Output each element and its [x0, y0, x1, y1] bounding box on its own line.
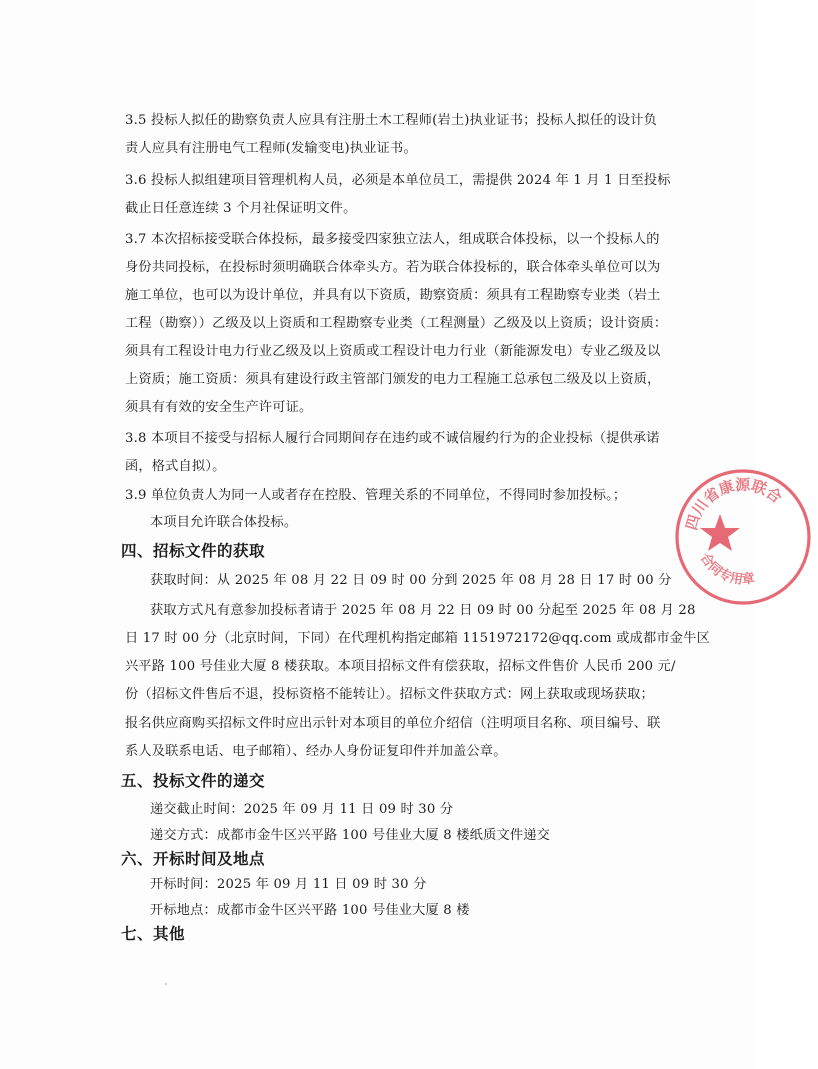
- text-line: 3.6 投标人拟组建项目管理机构人员，必须是本单位员工，需提供 2024 年 1 月 1 日至投标: [125, 173, 671, 188]
- seal-icon: [668, 462, 818, 612]
- text-line: 本项目允许联合体投标。: [150, 515, 298, 530]
- official-seal-stamp: [668, 462, 818, 612]
- scan-speck: [165, 983, 167, 985]
- text-line: 3.7 本次招标接受联合体投标，最多接受四家独立法人，组成联合体投标，以一个投标人的: [125, 232, 660, 247]
- section-heading: 五、投标文件的递交: [121, 772, 266, 790]
- seal-text-bottom: 合同专用章: [696, 550, 756, 588]
- text-line: 系人及联系电话、电子邮箱）、经办人身份证复印件并加盖公章。: [125, 744, 507, 759]
- section-heading: 四、招标文件的获取: [121, 542, 266, 560]
- text-line: 上资质；施工资质：须具有建设行政主管部门颁发的电力工程施工总承包二级及以上资质，: [125, 372, 661, 387]
- text-line: 3.8 本项目不接受与招标人履行合同期间存在违约或不诚信履约行为的企业投标（提供承诺: [125, 431, 660, 446]
- text-line: 工程（勘察））乙级及以上资质和工程勘察专业类（工程测量）乙级及以上资质；设计资质：: [125, 316, 668, 331]
- text-line: 报名供应商购买招标文件时应出示针对本项目的单位介绍信（注明项目名称、项目编号、联: [125, 716, 661, 731]
- section-heading: 六、开标时间及地点: [121, 850, 266, 868]
- text-line: 截止日任意连续 3 个月社保证明文件。: [125, 201, 357, 216]
- text-line: 3.9 单位负责人为同一人或者存在控股、管理关系的不同单位，不得同时参加投标。；: [125, 488, 627, 503]
- text-line: 兴平路 100 号佳业大厦 8 楼获取。本项目招标文件有偿获取，招标文件售价 人民币 200 元/: [125, 659, 676, 674]
- text-line: 施工单位，也可以为设计单位，并具有以下资质，勘察资质：须具有工程勘察专业类（岩土: [125, 288, 661, 303]
- text-line: 开标时间：2025 年 09 月 11 日 09 时 30 分: [150, 877, 427, 892]
- text-line: 身份共同投标，在投标时须明确联合体牵头方。若为联合体投标的，联合体牵头单位可以为: [125, 260, 661, 275]
- text-line: 递交方式：成都市金牛区兴平路 100 号佳业大厦 8 楼纸质文件递交: [150, 828, 551, 843]
- text-line: 3.5 投标人拟任的勘察负责人应具有注册土木工程师(岩土)执业证书；投标人拟任的设计负: [125, 113, 657, 128]
- text-line: 开标地点：成都市金牛区兴平路 100 号佳业大厦 8 楼: [150, 903, 470, 918]
- svg-text:四川省康源联合: [682, 476, 785, 532]
- text-line: 份（招标文件售后不退，投标资格不能转让）。招标文件获取方式：网上获取或现场获取；: [125, 687, 654, 702]
- seal-text-top: 四川省康源联合: [682, 475, 786, 533]
- text-line: 递交截止时间：2025 年 09 月 11 日 09 时 30 分: [150, 802, 454, 817]
- section-heading: 七、其他: [121, 925, 186, 943]
- text-line: 须具有有效的安全生产许可证。: [125, 400, 313, 415]
- text-line: 须具有工程设计电力行业乙级及以上资质或工程设计电力行业（新能源发电）专业乙级及以: [125, 344, 661, 359]
- text-line: 责人应具有注册电气工程师(发输变电)执业证书。: [125, 141, 417, 156]
- text-line: 获取时间：从 2025 年 08 月 22 日 09 时 00 分到 2025 年 08 月 28 日 17 时 00 分: [150, 573, 672, 588]
- text-line: 日 17 时 00 分（北京时间，下同）在代理机构指定邮箱 1151972172@qq.com 或成都市金牛区: [125, 631, 710, 646]
- text-line: 获取方式凡有意参加投标者请于 2025 年 08 月 22 日 09 时 00 分起至 2025 年 08 月 28: [150, 603, 696, 618]
- svg-text:合同专用章: [697, 550, 756, 588]
- text-line: 函，格式自拟）。: [125, 459, 226, 474]
